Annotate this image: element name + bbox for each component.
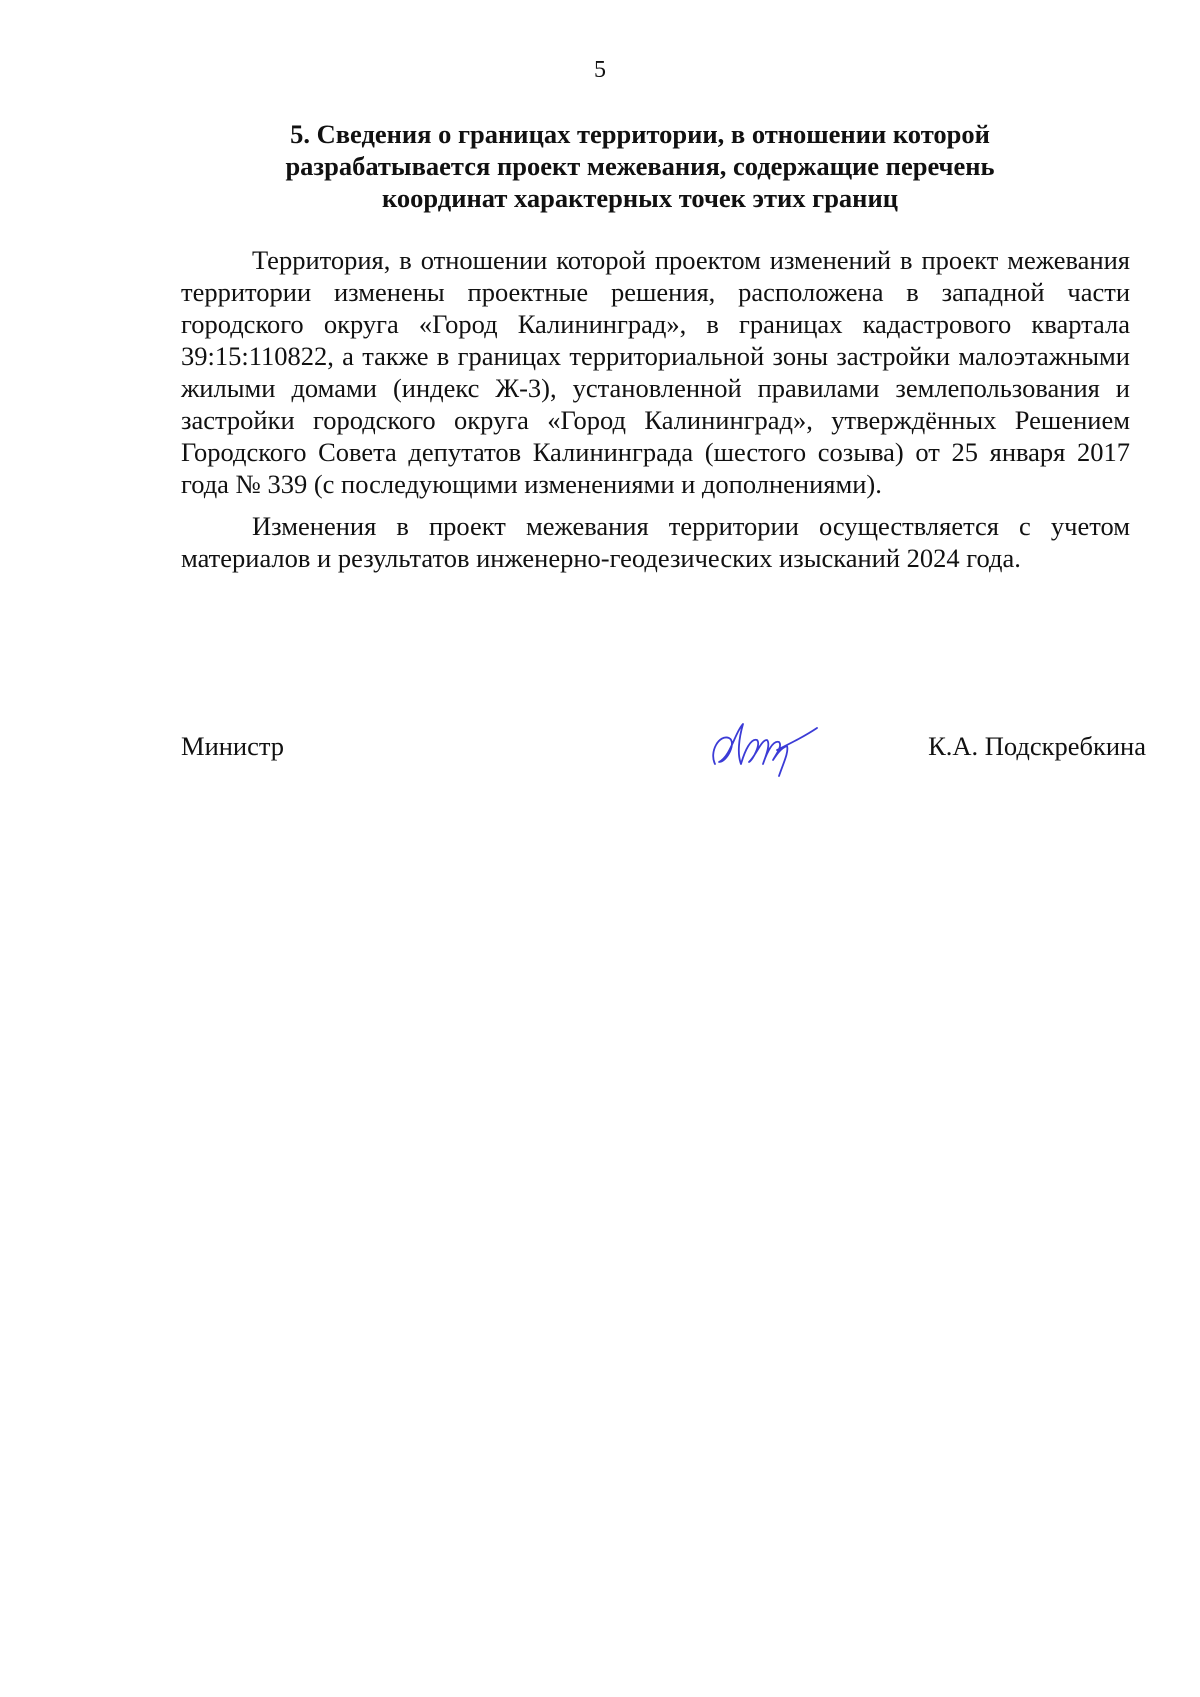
signature-block [181, 712, 1146, 782]
handwritten-signature-icon [701, 704, 821, 784]
section-title-line: координат характерных точек этих границ [382, 183, 898, 213]
section-title-line: разрабатывается проект межевания, содержащие перечень [285, 151, 995, 181]
paragraph-territory-description: Территория, в отношении которой проектом изменений в проект межевания территории изменены проектные решения, расположена в западной части городского округа «Город Калининград», в границах кадастрового квартала 39:15:110822, а также в границах территориальной зоны застройки малоэтажными жилыми домами (индекс Ж-3), установленной правилами землепользования и застройки городского округа «Город Калининград», утверждённых Решением Городского Совета депутатов Калининграда (шестого созыва) от 25 января 2017 года № 339 (с последующими изменениями и дополнениями). [181, 245, 1130, 499]
body-text [181, 244, 1130, 584]
paragraph-survey-note: Изменения в проект межевания территории осуществляется с учетом материалов и результатов инженерно-геодезических изысканий 2024 года. [181, 511, 1130, 573]
section-title-line: 5. Сведения о границах территории, в отношении которой [290, 119, 990, 149]
page-number: 5 [594, 57, 606, 83]
section-title [250, 118, 1030, 214]
signatory-position: Министр [181, 731, 285, 761]
signer-name: К.А. Подскребкина [928, 731, 1146, 761]
